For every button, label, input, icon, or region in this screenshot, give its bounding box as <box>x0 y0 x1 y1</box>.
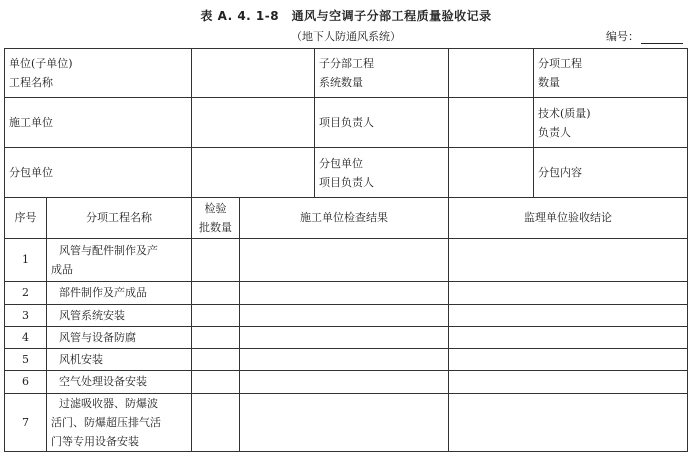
table-row <box>5 327 688 349</box>
construction-result-cell[interactable] <box>240 349 449 371</box>
item-name: 风机安装 <box>47 349 192 371</box>
info-row-subcontract <box>5 148 688 198</box>
unit-project-name-value[interactable] <box>192 49 315 98</box>
item-name: 风管系统安装 <box>47 305 192 327</box>
column-header-batch-count: 检验 批数量 <box>192 198 240 239</box>
construction-unit-label: 施工单位 <box>5 98 192 148</box>
supervision-result-cell[interactable] <box>449 327 688 349</box>
table-row <box>5 305 688 327</box>
batch-count-cell[interactable] <box>192 349 240 371</box>
batch-count-cell[interactable] <box>192 394 240 452</box>
supervision-result-cell[interactable] <box>449 305 688 327</box>
row-number: 5 <box>5 349 47 371</box>
item-name: 部件制作及产成品 <box>47 282 192 305</box>
row-number: 6 <box>5 371 47 394</box>
item-name: 过滤吸收器、防爆波 活门、防爆超压排气活 门等专用设备安装 <box>47 394 192 452</box>
supervision-result-cell[interactable] <box>449 394 688 452</box>
column-header-item-name: 分项工程名称 <box>47 198 192 239</box>
serial-number-field[interactable] <box>606 28 683 44</box>
column-header-no: 序号 <box>5 198 47 239</box>
supervision-result-cell[interactable] <box>449 371 688 394</box>
info-row-unit <box>5 49 688 98</box>
supervision-result-cell[interactable] <box>449 239 688 282</box>
supervision-result-cell[interactable] <box>449 282 688 305</box>
item-name: 风管与配件制作及产 成品 <box>47 239 192 282</box>
table-row <box>5 371 688 394</box>
row-number: 7 <box>5 394 47 452</box>
project-lead-value[interactable] <box>449 98 534 148</box>
column-header-row <box>5 198 688 239</box>
construction-result-cell[interactable] <box>240 394 449 452</box>
batch-count-cell[interactable] <box>192 305 240 327</box>
batch-count-cell[interactable] <box>192 327 240 349</box>
document-subtitle: （地下人防通风系统） <box>291 30 401 43</box>
item-name: 风管与设备防腐 <box>47 327 192 349</box>
construction-result-cell[interactable] <box>240 327 449 349</box>
construction-result-cell[interactable] <box>240 371 449 394</box>
row-number: 3 <box>5 305 47 327</box>
item-project-count-label: 分项工程 数量 <box>534 49 688 98</box>
construction-unit-value[interactable] <box>192 98 315 148</box>
table-row <box>5 239 688 282</box>
acceptance-record-table <box>4 48 688 452</box>
subcontract-unit-value[interactable] <box>192 148 315 198</box>
column-header-supervision-result: 监理单位验收结论 <box>449 198 688 239</box>
subcontract-lead-value[interactable] <box>449 148 534 198</box>
subdivision-system-count-value[interactable] <box>449 49 534 98</box>
batch-count-cell[interactable] <box>192 282 240 305</box>
table-row <box>5 282 688 305</box>
serial-number-label: 编号： <box>606 30 639 43</box>
construction-result-cell[interactable] <box>240 239 449 282</box>
table-row <box>5 394 688 452</box>
subcontract-unit-label: 分包单位 <box>5 148 192 198</box>
column-header-construction-result: 施工单位检查结果 <box>240 198 449 239</box>
tech-quality-lead-label: 技术(质量) 负责人 <box>534 98 688 148</box>
table-row <box>5 349 688 371</box>
supervision-result-cell[interactable] <box>449 349 688 371</box>
serial-number-blank[interactable] <box>641 31 683 44</box>
subdivision-system-count-label: 子分部工程 系统数量 <box>315 49 449 98</box>
document-title: 表 A. 4. 1-8 通风与空调子分部工程质量验收记录 <box>200 9 492 23</box>
item-name: 空气处理设备安装 <box>47 371 192 394</box>
project-lead-label: 项目负责人 <box>315 98 449 148</box>
row-number: 4 <box>5 327 47 349</box>
row-number: 2 <box>5 282 47 305</box>
batch-count-cell[interactable] <box>192 239 240 282</box>
construction-result-cell[interactable] <box>240 282 449 305</box>
subcontract-lead-label: 分包单位 项目负责人 <box>315 148 449 198</box>
batch-count-cell[interactable] <box>192 371 240 394</box>
info-row-construction <box>5 98 688 148</box>
row-number: 1 <box>5 239 47 282</box>
subcontract-content-label: 分包内容 <box>534 148 688 198</box>
unit-project-name-label: 单位(子单位) 工程名称 <box>5 49 192 98</box>
construction-result-cell[interactable] <box>240 305 449 327</box>
